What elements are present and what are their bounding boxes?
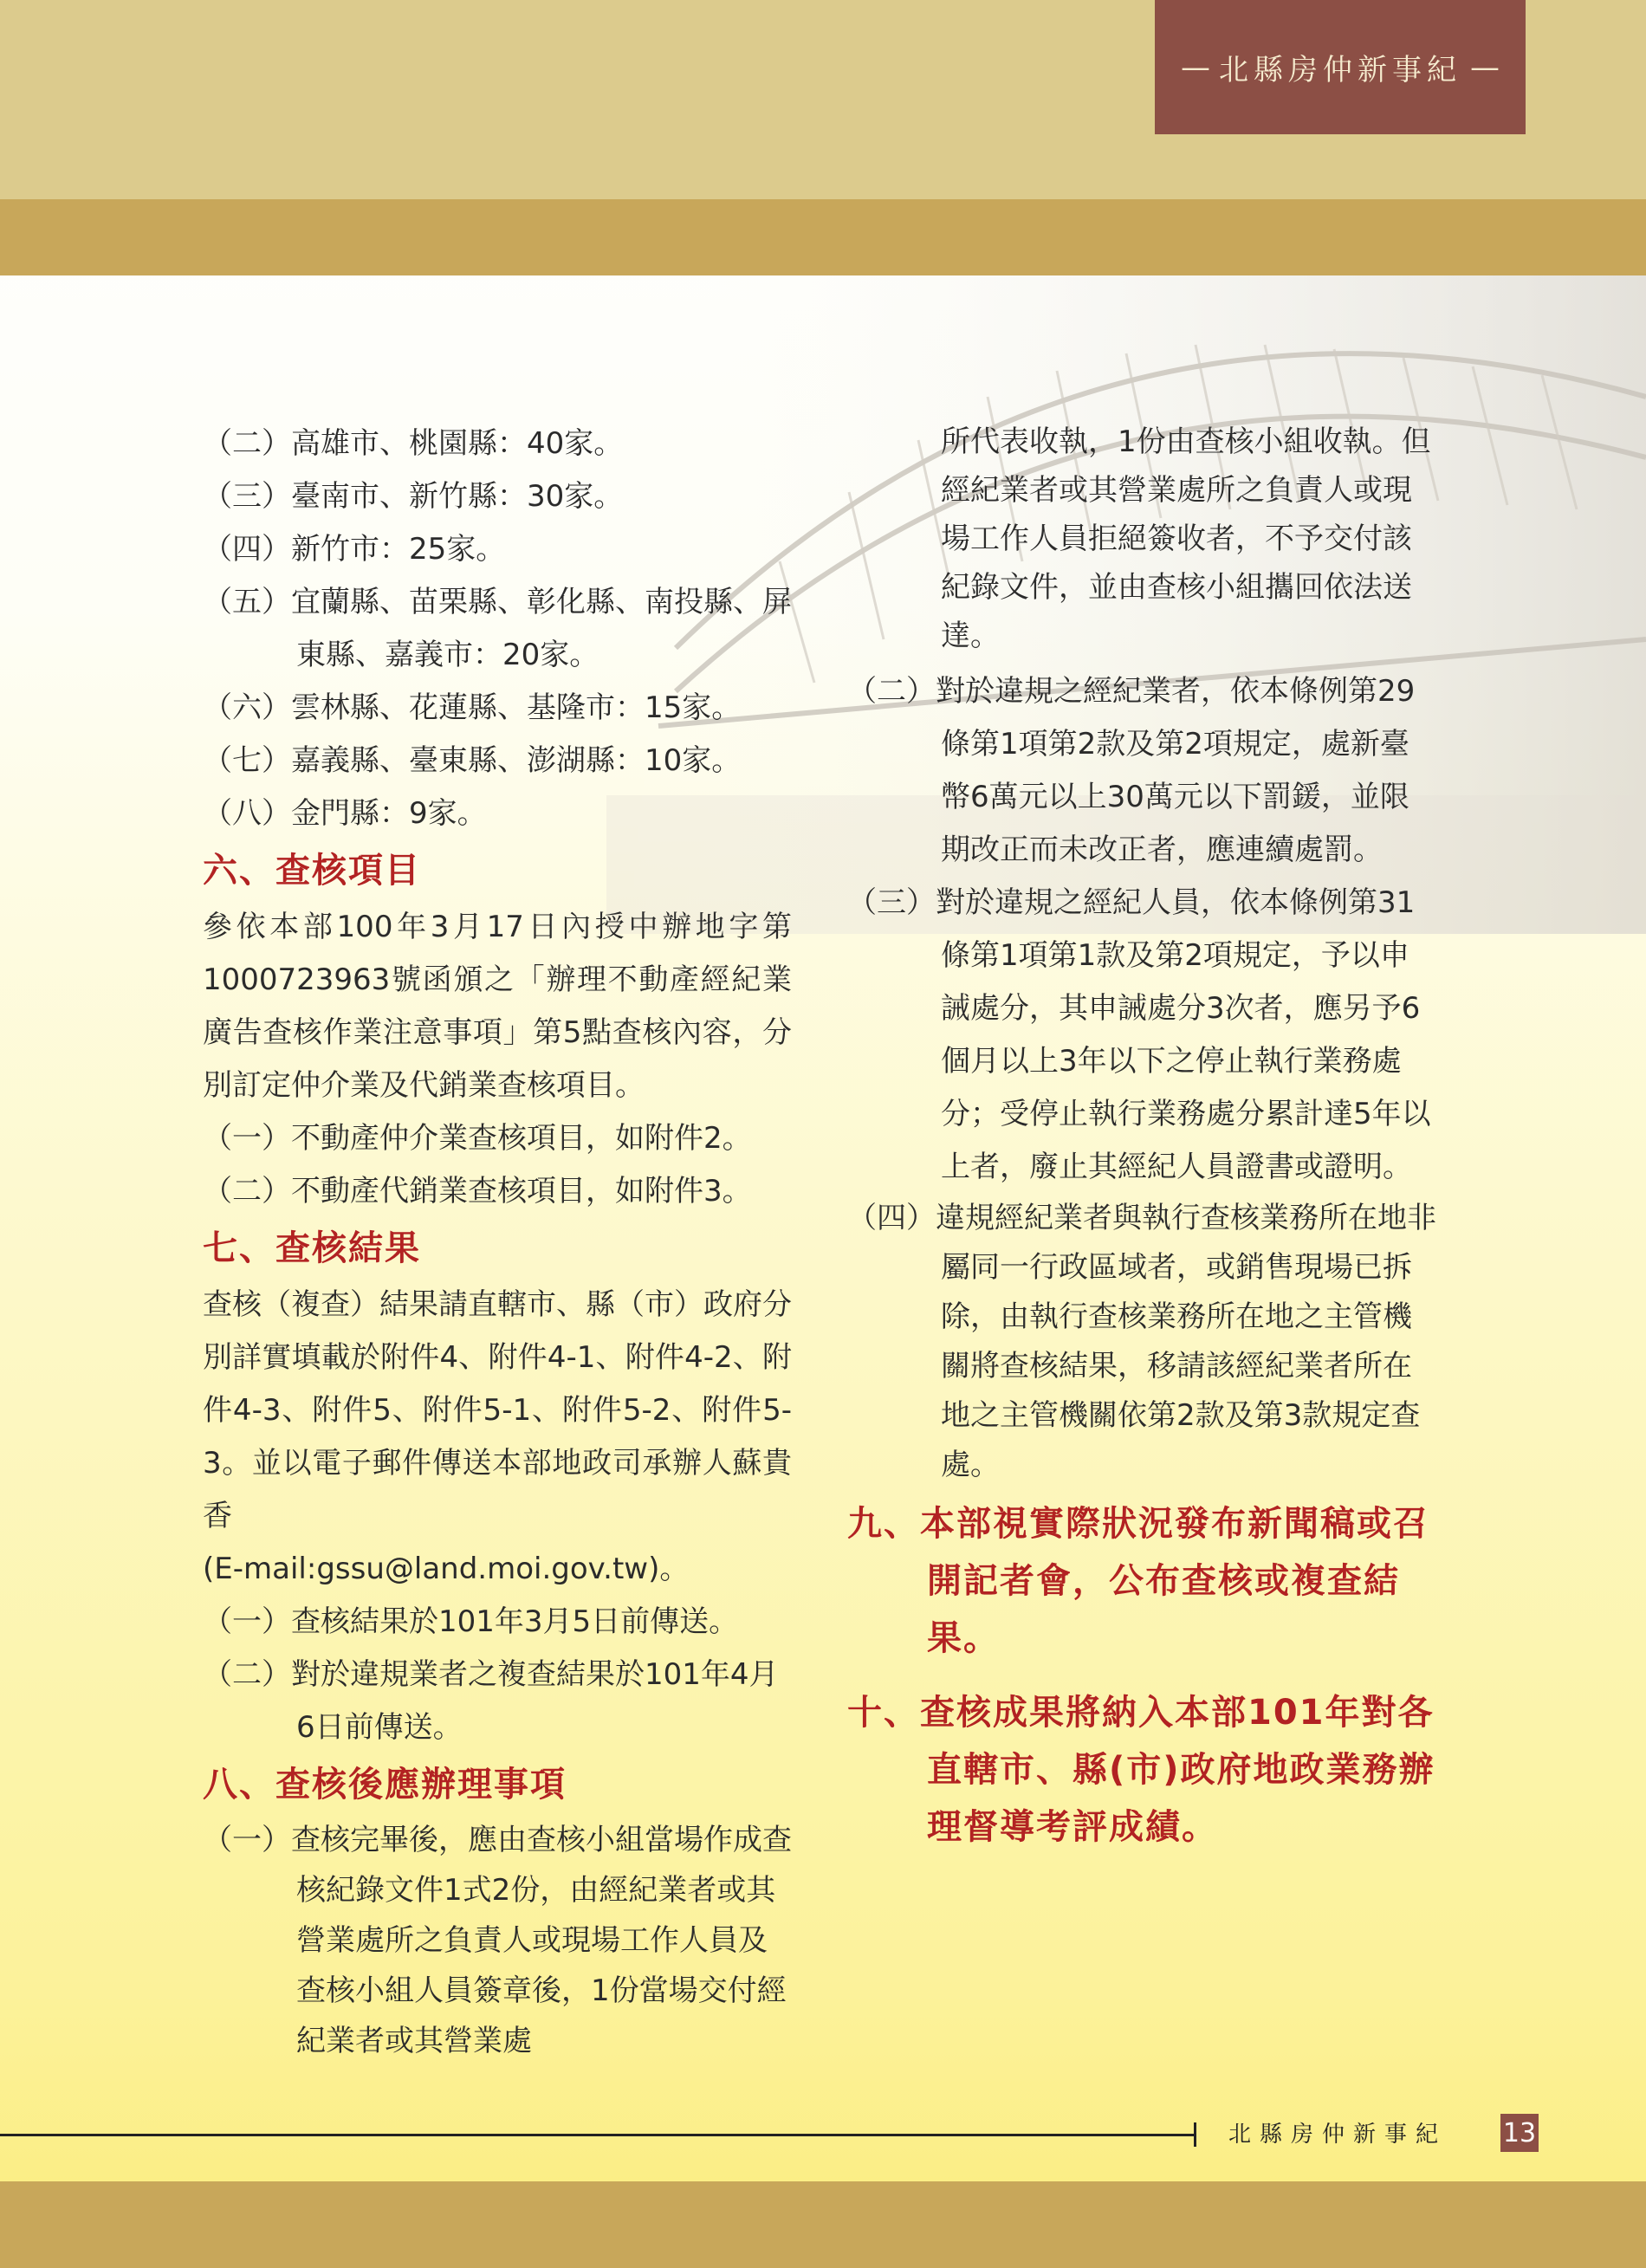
footer-label: 北縣房仲新事紀 bbox=[1228, 2122, 1448, 2148]
section-8-title: 八、查核後應辦理事項 bbox=[203, 1765, 567, 1805]
quota-item: （五）宜蘭縣、苗栗縣、彰化縣、南投縣、屏東縣、嘉義市：20家。 bbox=[203, 585, 792, 672]
section-8-item: （二）對於違規之經紀業者，依本條例第29條第1項第2款及第2項規定，處新臺幣6萬元以上30萬元以下罰鍰，並限期改正而未改正者，應連續處罰。 bbox=[847, 674, 1416, 867]
quota-item: （八）金門縣：9家。 bbox=[203, 796, 487, 831]
quota-item: （三）臺南市、新竹縣：30家。 bbox=[203, 479, 624, 514]
header-dash-right: — bbox=[1470, 49, 1500, 85]
left-column bbox=[203, 418, 792, 2066]
quota-item: （二）高雄市、桃園縣：40家。 bbox=[203, 426, 624, 461]
section-6-item: （一）不動產仲介業查核項目，如附件2。 bbox=[203, 1121, 752, 1156]
quota-item: （六）雲林縣、花蓮縣、基隆市：15家。 bbox=[203, 690, 742, 725]
page-number: 13 bbox=[1500, 2114, 1539, 2152]
section-8-item: （一）查核完畢後，應由查核小組當場作成查核紀錄文件1式2份，由經紀業者或其營業處所之負責人或現場工作人員及查核小組人員簽章後，1份當場交付經紀業者或其營業處 bbox=[203, 1823, 792, 2058]
section-7-title: 七、查核結果 bbox=[203, 1228, 421, 1268]
section-6-title: 六、查核項目 bbox=[203, 851, 421, 891]
section-8-item: （三）對於違規之經紀人員，依本條例第31條第1項第1款及第2項規定，予以申誡處分，其申誡處分3次者，應另予6個月以上3年以下之停止執行業務處分；受停止執行業務處分累計達5年以上者，廢止其經紀人員證書或證明。 bbox=[847, 885, 1431, 1184]
section-7-email: (E-mail:gssu@land.moi.gov.tw)。 bbox=[203, 1552, 690, 1586]
quota-item: （七）嘉義縣、臺東縣、澎湖縣：10家。 bbox=[203, 743, 742, 778]
bottom-band bbox=[0, 2181, 1646, 2268]
top-strip bbox=[0, 199, 1646, 275]
quota-item: （四）新竹市：25家。 bbox=[203, 532, 506, 567]
footer-rule-tick bbox=[1194, 2122, 1196, 2147]
header-tag bbox=[1155, 0, 1526, 134]
section-6-body: 參依本部100年3月17日內授中辦地字第1000723963號函頒之「辦理不動產經紀業廣告查核作業注意事項」第5點查核內容，分別訂定仲介業及代銷業查核項目。 bbox=[203, 910, 792, 1103]
header-title: 北縣房仲新事紀 bbox=[1219, 53, 1461, 87]
section-6-item: （二）不動產代銷業查核項目，如附件3。 bbox=[203, 1174, 752, 1209]
header-dash-left: — bbox=[1181, 49, 1210, 85]
section-7-item: （一）查核結果於101年3月5日前傳送。 bbox=[203, 1604, 739, 1639]
section-7-item: （二）對於違規業者之複查結果於101年4月6日前傳送。 bbox=[203, 1657, 779, 1745]
footer-rule bbox=[0, 2134, 1194, 2136]
section-8-item-continued: 所代表收執，1份由查核小組收執。但經紀業者或其營業處所之負責人或現場工作人員拒絕簽收者，不予交付該紀錄文件，並由查核小組攜回依法送達。 bbox=[941, 424, 1431, 653]
section-8-item: （四）違規經紀業者與執行查核業務所在地非屬同一行政區域者，或銷售現場已拆除，由執行查核業務所在地之主管機關將查核結果，移請該經紀業者所在地之主管機關依第2款及第3款規定查處。 bbox=[847, 1201, 1436, 1482]
section-9-title: 九、本部視實際狀況發布新聞稿或召開記者會，公布查核或複查結果。 bbox=[847, 1504, 1429, 1658]
right-column bbox=[847, 418, 1436, 1856]
section-10-title: 十、查核成果將納入本部101年對各直轄市、縣(市)政府地政業務辦理督導考評成績。 bbox=[847, 1693, 1435, 1847]
section-7-body: 查核（複查）結果請直轄市、縣（市）政府分別詳實填載於附件4、附件4-1、附件4-2、附件4-3、附件5、附件5-1、附件5-2、附件5-3。並以電子郵件傳送本部地政司承辦人蘇貴香 bbox=[203, 1287, 792, 1533]
